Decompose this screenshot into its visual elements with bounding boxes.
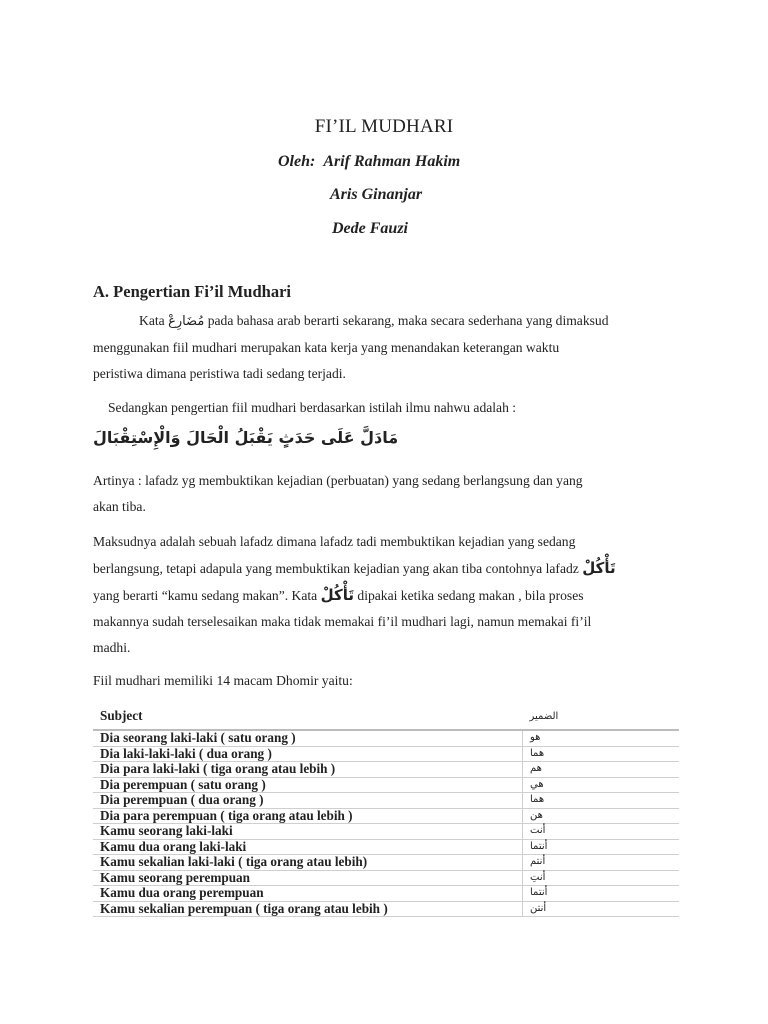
cell-dhomir: أنتِ (523, 870, 680, 886)
cell-dhomir: هما (523, 793, 680, 809)
paragraph-1-line-3: peristiwa dimana peristiwa tadi sedang terjadi. (93, 366, 346, 381)
arabic-word-mudhari: مُضَارِعْ (168, 314, 205, 329)
author-name-2: Aris Ginanjar (330, 186, 423, 203)
table-row (93, 855, 679, 871)
cell-subject: Kamu dua orang perempuan (93, 886, 523, 902)
table-row (93, 777, 679, 793)
author-line-1 (278, 153, 460, 171)
header-subject: Subject (93, 703, 523, 730)
cell-dhomir: هي (523, 777, 680, 793)
cell-subject: Dia seorang laki-laki ( satu orang ) (93, 730, 523, 746)
paragraph-3-line-1: Artinya : lafadz yg membuktikan kejadian (perbuatan) yang sedang berlangsung dan yang (93, 473, 583, 488)
cell-subject: Kamu sekalian perempuan ( tiga orang atau lebih ) (93, 901, 523, 917)
cell-subject: Kamu sekalian laki-laki ( tiga orang atau lebih) (93, 855, 523, 871)
cell-dhomir: هما (523, 746, 680, 762)
table-body (93, 730, 679, 917)
paragraph-3-line-2: akan tiba. (93, 499, 146, 514)
table-row (93, 793, 679, 809)
table-row (93, 746, 679, 762)
table-header-row (93, 703, 679, 730)
table-row (93, 839, 679, 855)
table-row (93, 730, 679, 746)
cell-subject: Dia laki-laki-laki ( dua orang ) (93, 746, 523, 762)
paragraph-4-line-1: Maksudnya adalah sebuah lafadz dimana lafadz tadi membuktikan kejadian yang sedang (93, 534, 576, 549)
cell-subject: Kamu seorang perempuan (93, 870, 523, 886)
paragraph-4-line-5: madhi. (93, 640, 131, 655)
paragraph-2: Sedangkan pengertian fiil mudhari berdasarkan istilah ilmu nahwu adalah : (108, 400, 517, 415)
table-row (93, 824, 679, 840)
cell-subject: Kamu seorang laki-laki (93, 824, 523, 840)
author-name-3: Dede Fauzi (332, 220, 408, 237)
arabic-example-takul: تَأْكُلْ (582, 559, 616, 577)
arabic-example-takul-2: تَأْكُلْ (320, 586, 354, 604)
paragraph-4-line-2: berlangsung, tetapi adapula yang membuktikan kejadian yang akan tiba contohnya lafadz تَأْكُلْ (93, 559, 616, 577)
paragraph-4-line-3: yang berarti “kamu sedang makan”. Kata تَأْكُلْ dipakai ketika sedang makan , bila proses (93, 586, 584, 604)
cell-dhomir: أنتما (523, 839, 680, 855)
cell-dhomir: هن (523, 808, 680, 824)
cell-dhomir: أنت (523, 824, 680, 840)
page-title: FI’IL MUDHARI (314, 116, 454, 137)
author-name-1: Arif Rahman Hakim (323, 153, 461, 170)
table-row (93, 886, 679, 902)
paragraph-4 (93, 529, 683, 661)
cell-subject: Dia perempuan ( dua orang ) (93, 793, 523, 809)
paragraph-3 (93, 468, 683, 520)
cell-subject: Dia perempuan ( satu orang ) (93, 777, 523, 793)
paragraph-5: Fiil mudhari memiliki 14 macam Dhomir yaitu: (93, 673, 353, 688)
cell-dhomir: أنتم (523, 855, 680, 871)
dhomir-table (93, 703, 679, 917)
table-row (93, 762, 679, 778)
header-dhomir: الضمير (523, 703, 680, 730)
paragraph-4-line-4: makannya sudah terselesaikan maka tidak memakai fi’il mudhari lagi, namun memakai fi’il (93, 614, 592, 629)
arabic-definition: مَادَلَّ عَلَى حَدَثٍ يَقْبَلُ الْحَالَ وَالْإِسْتِقْبَالَ (93, 428, 399, 447)
paragraph-1-line-1: Kata مُضَارِعْ pada bahasa arab berarti sekarang, maka secara sederhana yang dimaksud (139, 313, 609, 329)
table-row (93, 808, 679, 824)
table-row (93, 870, 679, 886)
cell-subject: Kamu dua orang laki-laki (93, 839, 523, 855)
paragraph-1-line-2: menggunakan fiil mudhari merupakan kata kerja yang menandakan keterangan waktu (93, 340, 560, 355)
author-label: Oleh: (278, 153, 316, 170)
section-heading-a: A. Pengertian Fi’il Mudhari (93, 282, 291, 301)
cell-dhomir: هو (523, 730, 680, 746)
cell-subject: Dia para laki-laki ( tiga orang atau lebih ) (93, 762, 523, 778)
cell-dhomir: أنتما (523, 886, 680, 902)
cell-dhomir: أنتن (523, 901, 680, 917)
cell-subject: Dia para perempuan ( tiga orang atau lebih ) (93, 808, 523, 824)
paragraph-1 (93, 308, 683, 387)
cell-dhomir: هم (523, 762, 680, 778)
table-row (93, 901, 679, 917)
